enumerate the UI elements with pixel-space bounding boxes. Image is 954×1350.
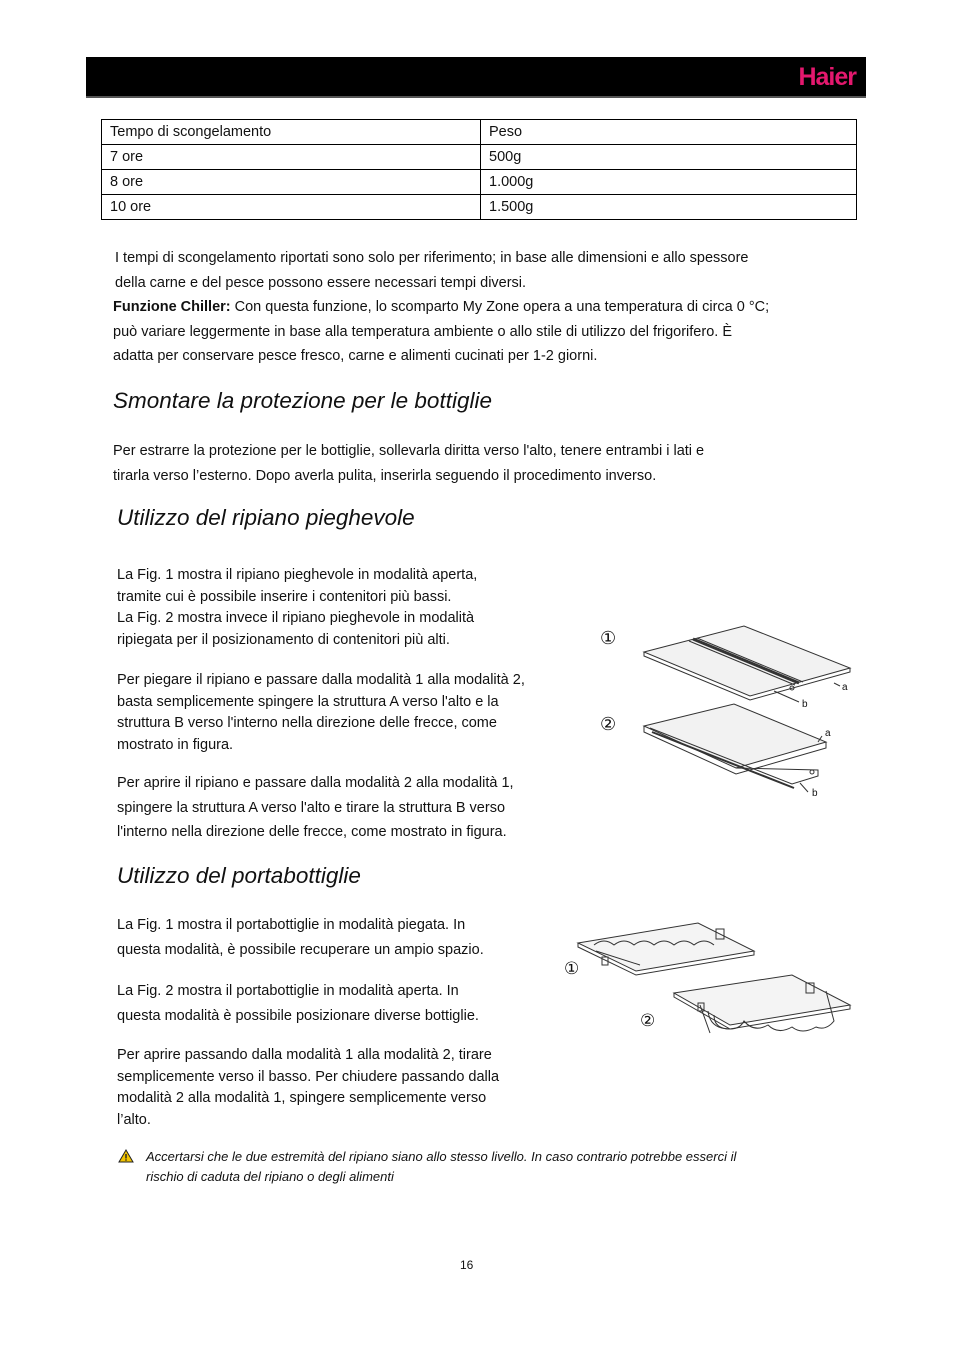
header-bar — [86, 57, 866, 98]
text-line: basta semplicemente spingere la struttura A verso l'alto e la — [117, 693, 499, 710]
folding-shelf-para1 — [117, 565, 587, 651]
text-line: Accertarsi che le due estremità del ripiano siano allo stesso livello. In caso contrario potrebbe esserci il — [146, 1149, 737, 1164]
table-header-cell: Tempo di scongelamento — [102, 120, 481, 145]
table-header-cell: Peso — [481, 120, 857, 145]
text-line: La Fig. 1 mostra il ripiano pieghevole in modalità aperta, — [117, 567, 478, 583]
bottle-holder-para3 — [117, 1045, 557, 1131]
table-row — [102, 170, 857, 195]
text-line: struttura B verso l'interno nella direzione delle frecce, come — [117, 715, 497, 731]
text-line: Per piegare il ripiano e passare dalla modalità 1 alla modalità 2, — [117, 672, 525, 688]
table-cell: 1.500g — [481, 195, 857, 220]
bottle-holder-para2 — [117, 979, 557, 1028]
page-number: 16 — [460, 1258, 474, 1272]
folding-shelf-figure — [596, 612, 866, 812]
bottle-holder-figure — [560, 915, 856, 1040]
text-line: questa modalità è possibile posizionare diverse bottiglie. — [117, 1007, 479, 1024]
chiller-text: Con questa funzione, lo scomparto My Zone opera a una temperatura di circa 0 °C; — [230, 299, 770, 315]
figure-label-1: ① — [600, 628, 617, 648]
folding-shelf-drawing — [596, 612, 866, 812]
table-row — [102, 145, 857, 170]
warning-icon — [118, 1149, 134, 1163]
figure-label-a: a — [825, 728, 831, 739]
text-line: spingere la struttura A verso l'alto e tirare la struttura B verso — [117, 799, 506, 816]
text-line: Per aprire passando dalla modalità 1 alla modalità 2, tirare — [117, 1047, 492, 1063]
warning-text — [146, 1147, 846, 1187]
figure-label-b: b — [812, 788, 818, 799]
figure-label-2: ② — [640, 1011, 656, 1030]
table-row — [102, 195, 857, 220]
text-line: Per aprire il ripiano e passare dalla modalità 2 alla modalità 1, — [117, 775, 514, 791]
text-line — [113, 295, 853, 320]
table-cell: 7 ore — [102, 145, 481, 170]
text-line: I tempi di scongelamento riportati sono solo per riferimento; in base alle dimensioni e allo spessore — [115, 250, 749, 266]
text-line: l’alto. — [117, 1111, 151, 1128]
text-line: mostrato in figura. — [117, 736, 234, 753]
bottle-guard-paragraph — [113, 439, 853, 488]
text-line: adatta per conservare pesce fresco, carne e alimenti cucinati per 1-2 giorni. — [113, 348, 598, 364]
figure-label-b: b — [802, 699, 808, 710]
text-line: della carne e del pesce possono essere necessari tempi diversi. — [115, 274, 527, 291]
text-line: La Fig. 2 mostra invece il ripiano pieghevole in modalità — [117, 610, 475, 626]
text-line: rischio di caduta del ripiano o degli alimenti — [146, 1169, 394, 1184]
section-title-bottle-guard: Smontare la protezione per le bottiglie — [113, 388, 492, 413]
text-line: modalità 2 alla modalità 1, spingere semplicemente verso — [117, 1090, 487, 1106]
text-line: ripiegata per il posizionamento di contenitori più alti. — [117, 631, 450, 648]
figure-label-a: a — [842, 682, 848, 693]
section-title-bottle-holder: Utilizzo del portabottiglie — [117, 863, 361, 888]
text-line: l'interno nella direzione delle frecce, come mostrato in figura. — [117, 824, 507, 840]
figure-label-2: ② — [600, 714, 617, 734]
table-cell: 1.000g — [481, 170, 857, 195]
brand-logo: Haier — [798, 63, 856, 91]
folding-shelf-para3 — [117, 771, 587, 845]
section-title-folding-shelf: Utilizzo del ripiano pieghevole — [117, 505, 415, 530]
chiller-paragraph — [113, 295, 853, 369]
text-line: questa modalità, è possibile recuperare un ampio spazio. — [117, 941, 484, 958]
table-cell: 500g — [481, 145, 857, 170]
folding-shelf-para2 — [117, 670, 587, 756]
text-line: La Fig. 2 mostra il portabottiglie in modalità aperta. In — [117, 983, 459, 999]
intro-paragraph — [115, 246, 855, 295]
text-line: tramite cui è possibile inserire i contenitori più bassi. — [117, 588, 452, 605]
table-cell: 10 ore — [102, 195, 481, 220]
bottle-holder-para1 — [117, 913, 557, 962]
figure-label-1: ① — [564, 959, 580, 978]
text-line: può variare leggermente in base alla temperatura ambiente o allo stile di utilizzo del frigorifero. È — [113, 323, 732, 340]
text-line: semplicemente verso il basso. Per chiudere passando dalla — [117, 1068, 500, 1085]
text-line: La Fig. 1 mostra il portabottiglie in modalità piegata. In — [117, 917, 466, 933]
thaw-time-table — [101, 119, 857, 220]
text-line: tirarla verso l’esterno. Dopo averla pulita, inserirla seguendo il procedimento inverso. — [113, 467, 657, 484]
text-line: Per estrarre la protezione per le bottiglie, sollevarla diritta verso l'alto, tenere entrambi i lati e — [113, 443, 705, 459]
table-cell: 8 ore — [102, 170, 481, 195]
bottle-holder-drawing — [560, 915, 856, 1040]
chiller-label: Funzione Chiller: — [113, 299, 231, 315]
table-header-row — [102, 120, 857, 145]
